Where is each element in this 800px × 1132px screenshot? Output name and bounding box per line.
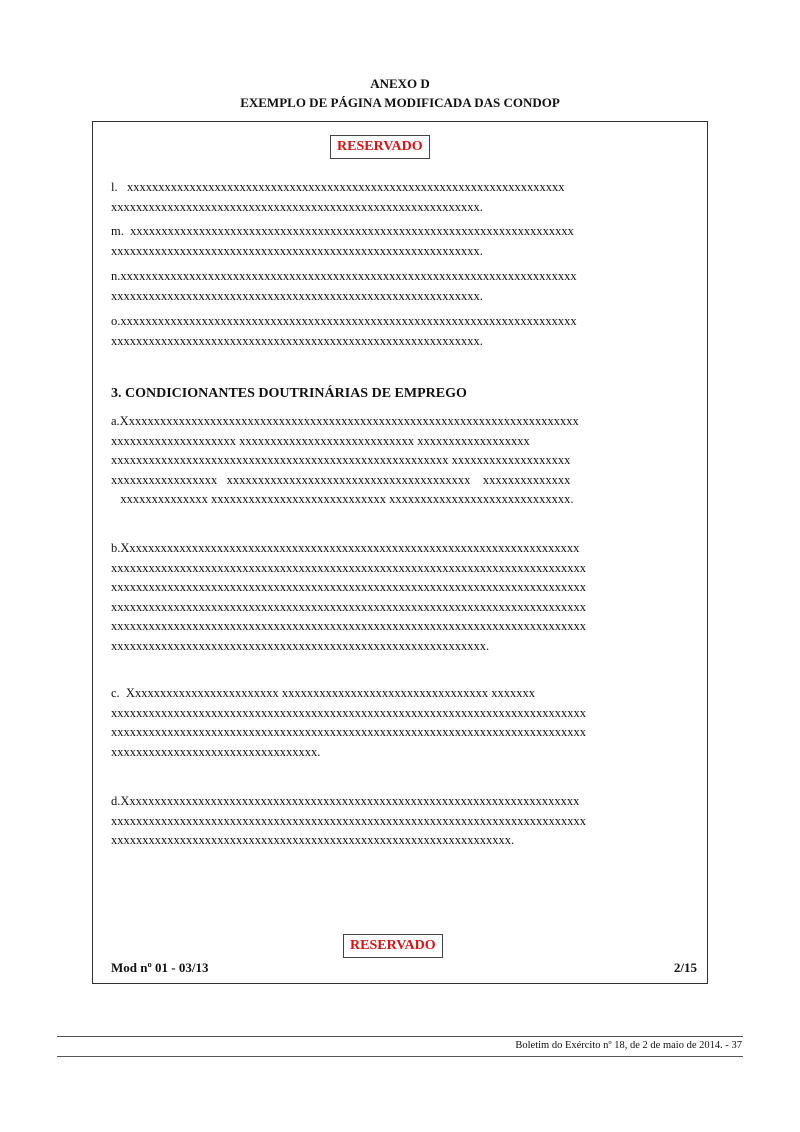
item-o: o.xxxxxxxxxxxxxxxxxxxxxxxxxxxxxxxxxxxxxxxxxxxxxxxxxxxxxxxxxxxxxxxxxxxxxxxxx xxxxxxxxxxxxxxxxxxxxxxxxxxxxxxxxxxxxxxxxxxxxxxxxxxxxxxxxxxx. (111, 314, 577, 348)
item-l: l. xxxxxxxxxxxxxxxxxxxxxxxxxxxxxxxxxxxxxxxxxxxxxxxxxxxxxxxxxxxxxxxxxxxxxx xxxxxxxxxxxxxxxxxxxxxxxxxxxxxxxxxxxxxxxxxxxxxxxxxxxxxxxxxxx. (111, 180, 565, 214)
page-number: 2/15 (673, 960, 697, 975)
item-d: d.Xxxxxxxxxxxxxxxxxxxxxxxxxxxxxxxxxxxxxxxxxxxxxxxxxxxxxxxxxxxxxxxxxxxxxxxxx xxxxxxxxxxxxxxxxxxxxxxxxxxxxxxxxxxxxxxxxxxxxxxxxxxxxxxxxxxxxxxxxxxxxxxxxxxxx xxxxxxxxxxxxxxxxxxxxxxxxxxxxxxxxxxxxxxxxxxxxxxxxxxxxxxxxxxxxxxxx. (111, 794, 586, 847)
modification-number: Mod nº 01 - 03/13 (111, 960, 209, 975)
item-a: a.Xxxxxxxxxxxxxxxxxxxxxxxxxxxxxxxxxxxxxxxxxxxxxxxxxxxxxxxxxxxxxxxxxxxxxxxxx xxxxxxxxxxxxxxxxxxxx xxxxxxxxxxxxxxxxxxxxxxxxxxxx xxxxxxxxxxxxxxxxxx xxxxxxxxxxxxxxxxxxxxxxxxxxxxxxxxxxxxxxxxxxxxxxxxxxxxxx xxxxxxxxxxxxxxxxxxx xxxxxxxxxxxxxxxxx xxxxxxxxxxxxxxxxxxxxxxxxxxxxxxxxxxxxxxx xxxxxxxxxxxxxx xxxxxxxxxxxxxx xxxxxxxxxxxxxxxxxxxxxxxxxxxx xxxxxxxxxxxxxxxxxxxxxxxxxxxxx. (111, 414, 579, 506)
footer-rule-top (57, 1036, 743, 1037)
item-b: b.Xxxxxxxxxxxxxxxxxxxxxxxxxxxxxxxxxxxxxxxxxxxxxxxxxxxxxxxxxxxxxxxxxxxxxxxxx xxxxxxxxxxxxxxxxxxxxxxxxxxxxxxxxxxxxxxxxxxxxxxxxxxxxxxxxxxxxxxxxxxxxxxxxxxxx xxxxxxxxxxxxxxxxxxxxxxxxxxxxxxxxxxxxxxxxxxxxxxxxxxxxxxxxxxxxxxxxxxxxxxxxxxxx xxxxxxxxxxxxxxxxxxxxxxxxxxxxxxxxxxxxxxxxxxxxxxxxxxxxxxxxxxxxxxxxxxxxxxxxxxxx xxxxxxxxxxxxxxxxxxxxxxxxxxxxxxxxxxxxxxxxxxxxxxxxxxxxxxxxxxxxxxxxxxxxxxxxxxxx xxxxxxxxxxxxxxxxxxxxxxxxxxxxxxxxxxxxxxxxxxxxxxxxxxxxxxxxxxxx. (111, 541, 586, 653)
annex-title: ANEXO D (370, 76, 430, 91)
footer-rule-bottom (57, 1056, 743, 1057)
classification-stamp-bottom: RESERVADO (343, 934, 443, 958)
annex-subtitle: EXEMPLO DE PÁGINA MODIFICADA DAS CONDOP (240, 95, 560, 110)
item-m: m. xxxxxxxxxxxxxxxxxxxxxxxxxxxxxxxxxxxxxxxxxxxxxxxxxxxxxxxxxxxxxxxxxxxxxxx xxxxxxxxxxxxxxxxxxxxxxxxxxxxxxxxxxxxxxxxxxxxxxxxxxxxxxxxxxx. (111, 224, 574, 258)
bulletin-footer: Boletim do Exército nº 18, de 2 de maio de 2014. - 37 (515, 1040, 742, 1051)
item-n: n.xxxxxxxxxxxxxxxxxxxxxxxxxxxxxxxxxxxxxxxxxxxxxxxxxxxxxxxxxxxxxxxxxxxxxxxxx xxxxxxxxxxxxxxxxxxxxxxxxxxxxxxxxxxxxxxxxxxxxxxxxxxxxxxxxxxx. (111, 269, 577, 303)
classification-stamp-top: RESERVADO (330, 135, 430, 159)
page-frame (92, 121, 708, 984)
section-title: 3. CONDICIONANTES DOUTRINÁRIAS DE EMPREGO (111, 386, 467, 401)
item-c: c. Xxxxxxxxxxxxxxxxxxxxxxxx xxxxxxxxxxxxxxxxxxxxxxxxxxxxxxxxx xxxxxxx xxxxxxxxxxxxxxxxxxxxxxxxxxxxxxxxxxxxxxxxxxxxxxxxxxxxxxxxxxxxxxxxxxxxxxxxxxxx xxxxxxxxxxxxxxxxxxxxxxxxxxxxxxxxxxxxxxxxxxxxxxxxxxxxxxxxxxxxxxxxxxxxxxxxxxxx xxxxxxxxxxxxxxxxxxxxxxxxxxxxxxxxx. (111, 686, 586, 759)
